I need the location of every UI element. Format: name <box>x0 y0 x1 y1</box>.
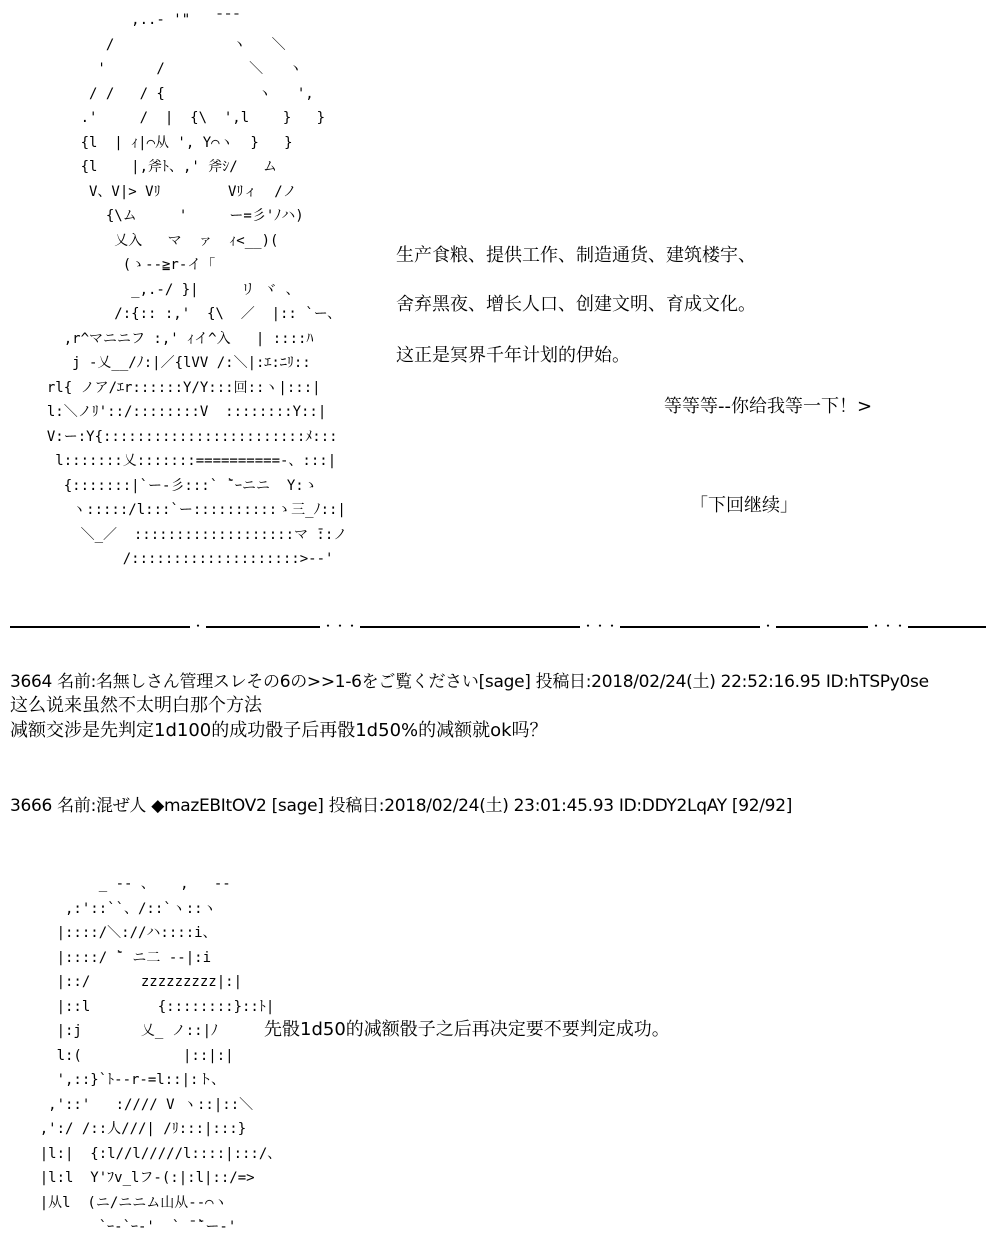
section-divider <box>10 626 986 628</box>
divider-mark-3: ・・・ <box>582 619 619 633</box>
post-3666-header: 3666 名前:混ぜ人 ◆mazEBItOV2 [sage] 投稿日:2018/02/24(土) 23:01:45.93 ID:DDY2LqAY [92/92] <box>10 796 793 816</box>
post-3664-line-2: 减额交涉是先判定1d100的成功骰子后再骰1d50%的减额就ok吗？ <box>10 720 548 741</box>
post-3666-line-1: 先骰1d50的减额骰子之后再决定要不要判定成功。 <box>264 1019 670 1040</box>
post-3664-line-1: 这么说来虽然不太明白那个方法 <box>10 695 262 716</box>
ascii-art-bottom: _ -‐ 、 , -‐ ,:'::``、/::`ヽ::ヽ |::::/＼://ハ::::i、 |::::/ ̄` ニ二 --|:i |::/ zzzzzzzzz|:| |::l {::::::::}::ﾄ| |:j 乂_ ノ::|ﾉ l:( |::|:| ',::}`ﾄ--r‐=l::|:ト、 ,'::' ://// V ヽ::|::＼ ,':/ /::人///| /ﾘ:::|:::} |l:| {:l//l/////l::::|:::/、 |l:l Y'ﾌv_lフ-(:|:l|::/=> |从l (ニ/ニニム山从--⌒ヽ `ｰ‐`ｰ‐' ` ̄ ̄`ー‐' <box>39 876 282 1235</box>
shout-line: 等等等--你给我等一下！> <box>664 396 873 417</box>
post-3664-header: 3664 名前:名無しさん管理スレその6の>>1-6をご覧ください[sage] 投稿日:2018/02/24(土) 22:52:16.95 ID:hTSPy0se <box>10 672 929 692</box>
ascii-art-top: ,..- '" ̄ ̄ ̄ / ヽ ＼ ' / ＼ ヽ / / / { ヽ ', .' / | {\ ',l } } {l | ｨ|⌒从 ', Y⌒ヽ } } {l |,斧ﾄ、,' 斧ｼ/ ム V、V|> Vﾘ Vﾘィ /ノ {\ム ' ー=彡'ﾉハ) 乂入 マ ァ ｨ<__)( (ゝ-‐≧r‐イ「 _,.-/ }| リ ヾ 、 /:{:: :,' {\ ／ |:: `ー、 ,r^マニニフ :,' ｨイ^入 | ::::ﾊ j -乂__/ﾉ:|／{lVV /:＼|:ｴ:ﾆﾘ:: rl{ ノア/ｴr::::::Y/Y:::回::ヽ|:::| l:＼ノﾘ'::/::::::::V ::::::::Y::| V:ー:Y{::::::::::::::::::::::::ﾒ::: l:::::::乂:::::::==========-、:::| {:::::::|`ー‐彡:::` ̄`ｰニニ Y:ゝ ヽ:::::/l:::`ー::::::::::ゝ三_ﾉ::| ＼_／ :::::::::::::::::::マ ̄::ノ /::::::::::::::::::::>‐-' <box>46 12 348 567</box>
divider-mark-1: ・ <box>192 619 205 633</box>
narration-line-1: 生产食粮、提供工作、制造通货、建筑楼宇、 <box>396 245 756 266</box>
divider-mark-5: ・・・ <box>870 619 907 633</box>
narration-line-2: 舍弃黑夜、增长人口、创建文明、育成文化。 <box>396 294 756 315</box>
narration-line-3: 这正是冥界千年计划的伊始。 <box>396 345 630 366</box>
to-be-continued: 「下回继续」 <box>690 495 798 516</box>
divider-mark-4: ・ <box>762 619 775 633</box>
divider-mark-2: ・・・ <box>322 619 359 633</box>
